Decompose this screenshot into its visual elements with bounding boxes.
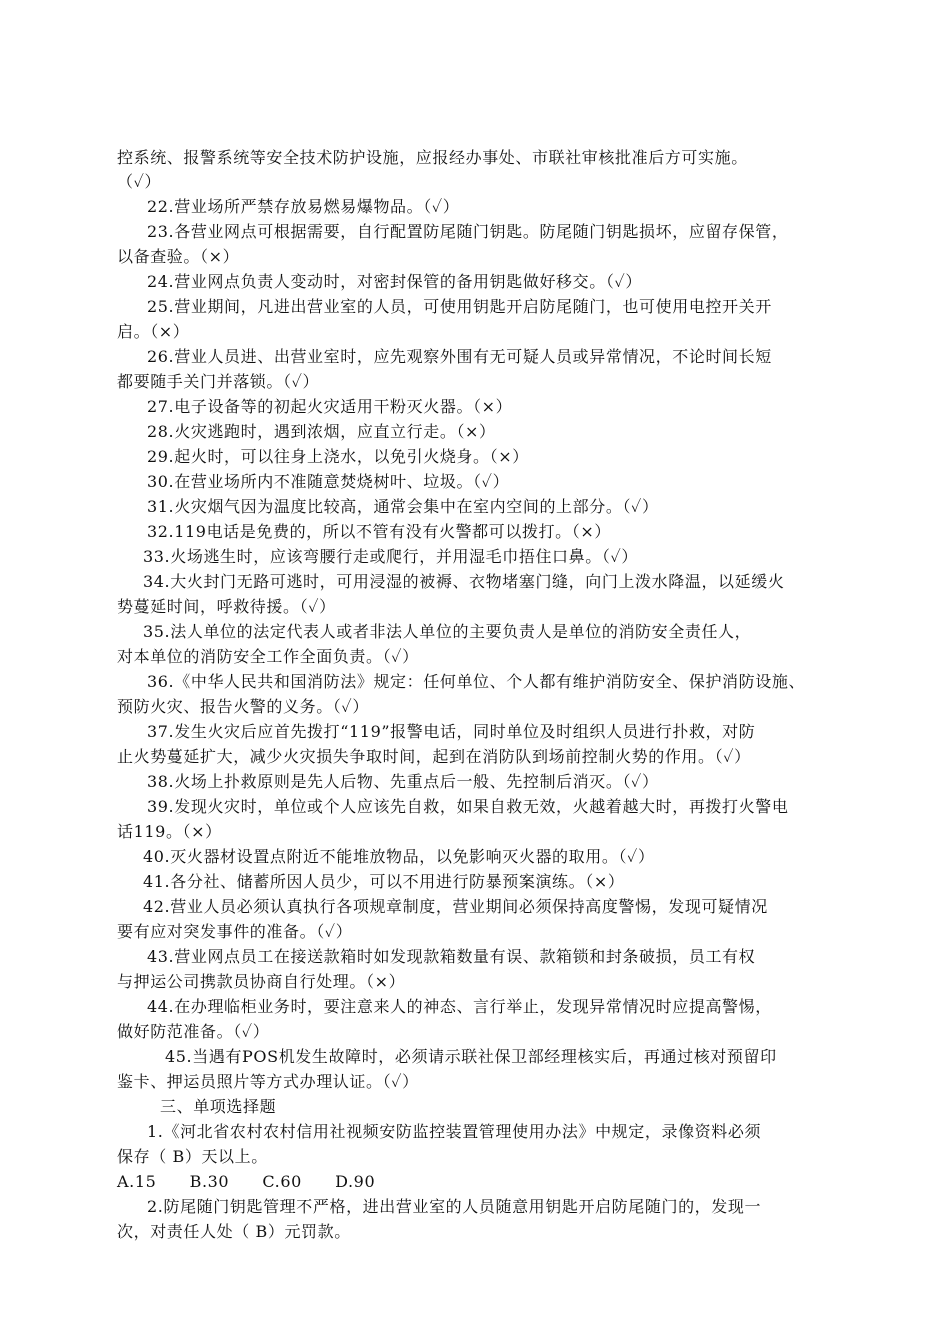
text-line: 止火势蔓延扩大，减少火灾损失争取时间，起到在消防队到场前控制火势的作用。（✓） [117,747,751,766]
text-line: 与押运公司携款员协商自行处理。（×） [117,972,406,991]
text-line: 34.大火封门无路可逃时，可用浸湿的被褥、衣物堵塞门缝，向门上泼水降温，以延缓火 [143,572,785,591]
text-line: 22.营业场所严禁存放易燃易爆物品。（✓） [147,197,460,216]
text-line: 28.火灾逃跑时，遇到浓烟，应直立行走。（×） [147,422,496,441]
text-line: 29.起火时，可以往身上浇水，以免引火烧身。（×） [147,447,529,466]
text-line: 启。（×） [117,322,190,341]
text-line: 要有应对突发事件的准备。（✓） [117,922,353,941]
text-line: 43.营业网点员工在接送款箱时如发现款箱数量有误、款箱锁和封条破损，员工有权 [147,947,756,966]
text-line: 24.营业网点负责人变动时，对密封保管的备用钥匙做好移交。（✓） [147,272,642,291]
text-line: 41.各分社、储蓄所因人员少，可以不用进行防暴预案演练。（×） [143,872,625,891]
text-line: 26.营业人员进、出营业室时，应先观察外围有无可疑人员或异常情况，不论时间长短 [147,347,772,366]
answer-options: A.15 B.30 C.60 D.90 [117,1172,376,1191]
text-line: 27.电子设备等的初起火灾适用干粉灭火器。（×） [147,397,513,416]
text-line: 38.火场上扑救原则是先人后物、先重点后一般、先控制后消灭。（✓） [147,772,659,791]
text-line: 鉴卡、押运员照片等方式办理认证。（✓） [117,1072,419,1091]
text-line: 42.营业人员必须认真执行各项规章制度，营业期间必须保持高度警惕，发现可疑情况 [143,897,768,916]
text-line: 37.发生火灾后应首先拨打“119”报警电话，同时单位及时组织人员进行扑救，对防 [147,722,756,741]
text-line: 36.《中华人民共和国消防法》规定：任何单位、个人都有维护消防安全、保护消防设施、 [147,672,806,691]
text-line: 话119。（×） [117,822,222,841]
text-line: 1.《河北省农村农村信用社视频安防监控装置管理使用办法》中规定，录像资料必须 [147,1122,762,1141]
text-line: 做好防范准备。（✓） [117,1022,270,1041]
text-line: 次，对责任人处（ B）元罚款。 [117,1222,351,1241]
text-line: 23.各营业网点可根据需要，自行配置防尾随门钥匙。防尾随门钥匙损坏，应留存保管， [147,222,789,241]
text-line: 44.在办理临柜业务时，要注意来人的神态、言行举止，发现异常情况时应提高警惕， [147,997,772,1016]
text-line: 势蔓延时间，呼救待援。（✓） [117,597,336,616]
text-line: 31.火灾烟气因为温度比较高，通常会集中在室内空间的上部分。（✓） [147,497,659,516]
section-heading: 三、单项选择题 [160,1097,277,1116]
text-line: 保存（ B）天以上。 [117,1147,268,1166]
text-line: 预防火灾、报告火警的义务。（✓） [117,697,369,716]
text-line: 39.发现火灾时，单位或个人应该先自救，如果自救无效，火越着越大时，再拨打火警电 [147,797,789,816]
text-line: （✓） [117,172,162,191]
text-line: 30.在营业场所内不准随意焚烧树叶、垃圾。（✓） [147,472,510,491]
text-line: 25.营业期间，凡进出营业室的人员，可使用钥匙开启防尾随门，也可使用电控开关开 [147,297,772,316]
text-line: 2.防尾随门钥匙管理不严格，进出营业室的人员随意用钥匙开启防尾随门的，发现一 [147,1197,762,1216]
text-line: 对本单位的消防安全工作全面负责。（✓） [117,647,419,666]
text-line: 45.当遇有POS机发生故障时，必须请示联社保卫部经理核实后，再通过核对预留印 [165,1047,777,1066]
text-line: 以备查验。（×） [117,247,240,266]
text-line: 控系统、报警系统等安全技术防护设施，应报经办事处、市联社审核批准后方可实施。 [117,148,748,167]
text-line: 40.灭火器材设置点附近不能堆放物品，以免影响灭火器的取用。（✓） [143,847,655,866]
text-line: 33.火场逃生时，应该弯腰行走或爬行，并用湿毛巾捂住口鼻。（✓） [143,547,638,566]
text-line: 32.119电话是免费的，所以不管有没有火警都可以拨打。（×） [147,522,611,541]
text-line: 都要随手关门并落锁。（✓） [117,372,320,391]
text-line: 35.法人单位的法定代表人或者非法人单位的主要负责人是单位的消防安全责任人， [143,622,752,641]
